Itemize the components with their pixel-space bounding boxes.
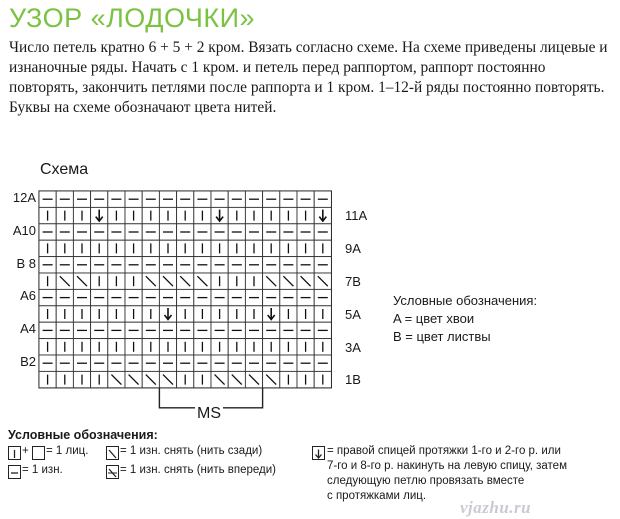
chart-cell <box>211 191 228 207</box>
chart-cell <box>91 322 108 338</box>
chart-cell <box>159 224 176 240</box>
chart-cell <box>91 289 108 305</box>
chart-cell <box>211 371 228 387</box>
chart-cell <box>297 355 314 371</box>
chart-cell <box>194 339 211 355</box>
chart-cell <box>108 306 125 322</box>
chart-cell <box>142 240 159 256</box>
chart-cell <box>108 240 125 256</box>
row-label-left: 12A <box>12 190 36 205</box>
chart-cell <box>56 355 73 371</box>
chart-cell <box>73 371 90 387</box>
color-legend <box>393 292 537 346</box>
slip-back-legend-text: = 1 изн. снять (нить сзади) <box>120 445 263 457</box>
chart-cell <box>263 273 280 289</box>
chart-cell <box>211 306 228 322</box>
chart-cell <box>211 273 228 289</box>
chart-cell <box>73 207 90 223</box>
row-label-left: B 8 <box>16 255 36 271</box>
chart-cell <box>73 355 90 371</box>
slip-front-legend-text: = 1 изн. снять (нить впереди) <box>120 464 277 476</box>
chart-cell <box>91 306 108 322</box>
chart-cell <box>39 257 56 273</box>
chart-cell <box>228 191 245 207</box>
chart-cell <box>297 207 314 223</box>
chart-cell <box>108 289 125 305</box>
chart-cell <box>125 224 142 240</box>
symbol-legend-title: Условные обозначения: <box>8 428 158 442</box>
chart-cell <box>39 191 56 207</box>
blank-symbol-icon <box>32 446 45 460</box>
chart-cell <box>91 273 108 289</box>
chart-cell <box>314 273 331 289</box>
chart-cell <box>142 339 159 355</box>
chart-cell <box>39 240 56 256</box>
chart-cell <box>177 240 194 256</box>
chart-cell <box>125 240 142 256</box>
chart-cell <box>73 306 90 322</box>
chart-cell <box>245 207 262 223</box>
chart-cell <box>211 322 228 338</box>
chart-cell <box>245 240 262 256</box>
chart-cell <box>91 371 108 387</box>
chart-cell <box>263 207 280 223</box>
chart-cell <box>159 289 176 305</box>
chart-cell <box>314 339 331 355</box>
chart-cell <box>280 306 297 322</box>
chart-cell <box>91 191 108 207</box>
chart-cell <box>91 355 108 371</box>
chart-cell <box>56 371 73 387</box>
chart-cell <box>280 257 297 273</box>
scheme-title: Схема <box>40 161 89 178</box>
chart-cell <box>245 289 262 305</box>
chart-cell <box>228 306 245 322</box>
row-label-left: A4 <box>20 321 36 337</box>
chart-cell <box>56 273 73 289</box>
chart-cell <box>159 207 176 223</box>
chart-cell <box>280 322 297 338</box>
chart-cell <box>177 289 194 305</box>
chart-cell <box>125 339 142 355</box>
row-label-left: B2 <box>20 354 36 369</box>
chart-cell <box>280 224 297 240</box>
chart-cell <box>73 273 90 289</box>
chart-cell <box>263 306 280 322</box>
chart-cell <box>56 339 73 355</box>
chart-cell <box>142 224 159 240</box>
chart-cell <box>177 339 194 355</box>
chart-cell <box>228 322 245 338</box>
chart-cell <box>142 306 159 322</box>
chart-cell <box>194 224 211 240</box>
chart-cell <box>39 371 56 387</box>
chart-cell <box>39 273 56 289</box>
slip-front-symbol-icon <box>106 465 119 479</box>
pull-legend-line-4: с протяжками лиц. <box>327 490 427 502</box>
chart-cell <box>280 240 297 256</box>
chart-cell <box>297 322 314 338</box>
chart-cell <box>56 322 73 338</box>
chart-cell <box>245 322 262 338</box>
chart-cell <box>263 240 280 256</box>
chart-cell <box>211 339 228 355</box>
row-label-right: 9A <box>345 241 361 257</box>
chart-cell <box>159 339 176 355</box>
chart-cell <box>56 306 73 322</box>
chart-cell <box>177 355 194 371</box>
chart-cell <box>39 207 56 223</box>
chart-cell <box>228 339 245 355</box>
chart-cell <box>280 289 297 305</box>
chart-cell <box>91 257 108 273</box>
chart-cell <box>125 191 142 207</box>
chart-cell <box>263 371 280 387</box>
chart-cell <box>159 355 176 371</box>
knit-plus-text: + <box>22 445 29 457</box>
chart-cell <box>194 257 211 273</box>
chart-cell <box>297 371 314 387</box>
pattern-description: Число петель кратно 6 + 5 + 2 кром. Вязать согласно схеме. На схеме приведены лицевые и изнаночные ряды. Начать с 1 кром. и петель перед раппортом, раппорт постоянно повторять, закончить петлями после раппорта и 1 кром. 1–12-й ряды постоянно повторять. Буквы на схеме обозначают цвета нитей. <box>9 39 608 116</box>
chart-cell <box>194 207 211 223</box>
chart-cell <box>314 207 331 223</box>
chart-cell <box>108 224 125 240</box>
chart-cell <box>245 257 262 273</box>
chart-cell <box>228 207 245 223</box>
color-legend-title: Условные обозначения: <box>393 293 538 308</box>
chart-cell <box>263 224 280 240</box>
chart-cell <box>263 257 280 273</box>
chart-cell <box>91 207 108 223</box>
chart-cell <box>245 371 262 387</box>
chart-cell <box>73 224 90 240</box>
chart-cell <box>108 273 125 289</box>
chart-cell <box>211 240 228 256</box>
chart-cell <box>177 322 194 338</box>
chart-cell <box>211 355 228 371</box>
chart-cell <box>314 224 331 240</box>
chart-cell <box>142 273 159 289</box>
chart-cell <box>314 257 331 273</box>
chart-cell <box>263 289 280 305</box>
slip-back-symbol-icon <box>106 446 119 460</box>
chart-cell <box>314 191 331 207</box>
chart-cell <box>56 289 73 305</box>
chart-cell <box>159 240 176 256</box>
chart-cell <box>280 371 297 387</box>
chart-cell <box>73 339 90 355</box>
chart-cell <box>108 355 125 371</box>
chart-cell <box>228 240 245 256</box>
chart-cell <box>108 339 125 355</box>
chart-cell <box>263 355 280 371</box>
chart-cell <box>39 322 56 338</box>
chart-cell <box>177 371 194 387</box>
chart-cell <box>194 273 211 289</box>
row-label-right: 5A <box>345 306 361 322</box>
chart-cell <box>245 224 262 240</box>
chart-cell <box>39 289 56 305</box>
chart-cell <box>142 289 159 305</box>
chart-cell <box>142 355 159 371</box>
chart-cell <box>245 339 262 355</box>
pattern-title: УЗОР «ЛОДОЧКИ» <box>9 3 256 33</box>
chart-cell <box>314 355 331 371</box>
chart-cell <box>297 191 314 207</box>
chart-cell <box>194 322 211 338</box>
chart-cell <box>263 191 280 207</box>
chart-cell <box>297 240 314 256</box>
chart-cell <box>125 289 142 305</box>
chart-cell <box>314 306 331 322</box>
chart-cell <box>297 257 314 273</box>
chart-cell <box>297 224 314 240</box>
chart-cell <box>194 371 211 387</box>
chart-cell <box>159 191 176 207</box>
chart-cell <box>125 322 142 338</box>
chart-cell <box>56 257 73 273</box>
chart-cell <box>245 273 262 289</box>
chart-cell <box>108 207 125 223</box>
chart-cell <box>314 322 331 338</box>
purl-symbol-icon <box>8 465 21 479</box>
chart-cell <box>142 207 159 223</box>
row-label-right: 3A <box>345 339 361 355</box>
chart-cell <box>194 355 211 371</box>
pull-legend-line-2: 7-го и 8-го р. накинуть на левую спицу, затем <box>327 460 567 472</box>
chart-cell <box>159 306 176 322</box>
chart-cell <box>125 207 142 223</box>
chart-cell <box>194 289 211 305</box>
chart-cell <box>280 207 297 223</box>
color-legend-item-b: B = цвет листвы <box>393 329 491 344</box>
chart-cell <box>314 371 331 387</box>
chart-cell <box>228 224 245 240</box>
chart-cell <box>263 322 280 338</box>
chart-cell <box>73 257 90 273</box>
chart-cell <box>177 257 194 273</box>
chart-cell <box>245 191 262 207</box>
chart-cell <box>297 306 314 322</box>
purl-legend-text: = 1 изн. <box>22 464 63 476</box>
chart-cell <box>314 240 331 256</box>
chart-cell <box>245 355 262 371</box>
chart-cell <box>159 322 176 338</box>
chart-cell <box>108 191 125 207</box>
chart-cell <box>56 240 73 256</box>
chart-cell <box>314 289 331 305</box>
chart-cell <box>39 224 56 240</box>
chart-cell <box>177 207 194 223</box>
row-label-right: 7B <box>345 274 361 289</box>
pull-legend-line-1: = правой спицей протяжки 1-го и 2-го р. или <box>327 445 561 457</box>
chart-cell <box>280 339 297 355</box>
chart-cell <box>73 240 90 256</box>
chart-cell <box>91 339 108 355</box>
chart-cell <box>39 306 56 322</box>
row-label-left: A10 <box>12 222 36 238</box>
chart-cell <box>297 273 314 289</box>
repeat-label: MS <box>197 405 221 422</box>
chart-cell <box>56 207 73 223</box>
chart-cell <box>194 240 211 256</box>
pull-legend-line-3: следующую петлю провязать вместе <box>327 475 525 487</box>
chart-cell <box>280 273 297 289</box>
chart-cell <box>177 306 194 322</box>
chart-cell <box>39 355 56 371</box>
knit-legend-text: = 1 лиц. <box>46 445 89 457</box>
chart-cell <box>228 371 245 387</box>
chart-cell <box>211 207 228 223</box>
chart-cell <box>228 289 245 305</box>
chart-cell <box>142 191 159 207</box>
chart-cell <box>108 257 125 273</box>
chart-cell <box>177 191 194 207</box>
chart-cell <box>228 355 245 371</box>
chart-cell <box>159 257 176 273</box>
chart-cell <box>125 306 142 322</box>
chart-cell <box>39 339 56 355</box>
chart-cell <box>297 289 314 305</box>
chart-cell <box>108 322 125 338</box>
chart-cell <box>142 257 159 273</box>
chart-cell <box>280 191 297 207</box>
chart-cell <box>297 339 314 355</box>
chart-cell <box>228 273 245 289</box>
chart-cell <box>228 257 245 273</box>
chart-cell <box>211 257 228 273</box>
knit-symbol-icon <box>8 446 21 460</box>
row-label-right: 1B <box>345 372 361 388</box>
chart-cell <box>142 322 159 338</box>
watermark-text: vjazhu.ru <box>460 498 532 517</box>
chart-cell <box>125 273 142 289</box>
chart-cell <box>194 191 211 207</box>
chart-cell <box>177 273 194 289</box>
row-label-left: A6 <box>20 288 36 304</box>
chart-cell <box>280 355 297 371</box>
chart-cell <box>91 224 108 240</box>
chart-cell <box>125 257 142 273</box>
chart-cell <box>159 371 176 387</box>
chart-cell <box>211 289 228 305</box>
chart-cell <box>91 240 108 256</box>
row-label-right: 11A <box>345 208 368 224</box>
chart-cell <box>56 224 73 240</box>
chart-cell <box>73 191 90 207</box>
chart-cell <box>159 273 176 289</box>
chart-cell <box>263 339 280 355</box>
pull-symbol-icon <box>312 446 325 460</box>
chart-cell <box>245 306 262 322</box>
chart-cell <box>125 371 142 387</box>
chart-cell <box>194 306 211 322</box>
chart-cell <box>56 191 73 207</box>
chart-cell <box>73 322 90 338</box>
chart-cell <box>73 289 90 305</box>
chart-cell <box>177 224 194 240</box>
chart-cell <box>125 355 142 371</box>
chart-cell <box>108 371 125 387</box>
color-legend-item-a: A = цвет хвои <box>393 311 475 326</box>
chart-cell <box>142 371 159 387</box>
chart-cell <box>211 224 228 240</box>
